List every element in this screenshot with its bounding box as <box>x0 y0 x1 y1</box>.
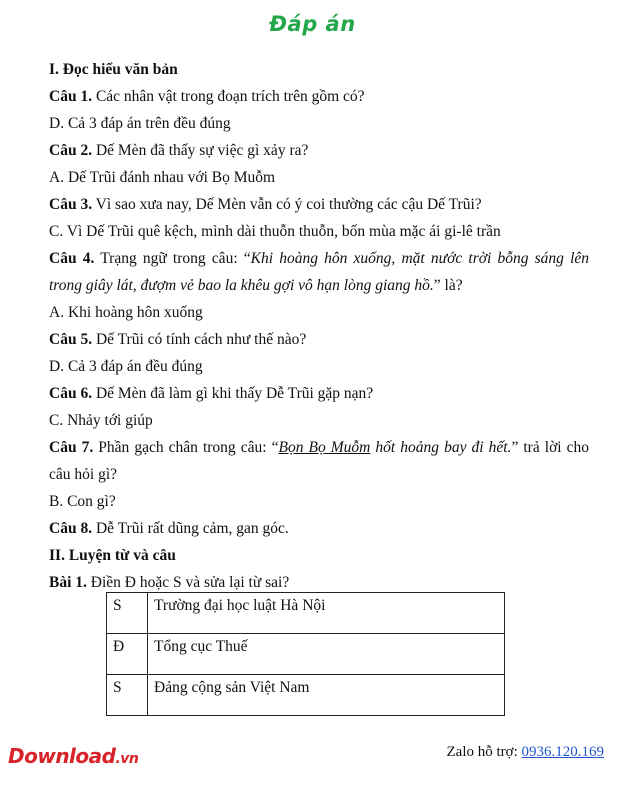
table-cell-mark: S <box>107 593 148 634</box>
answer-7: B. Con gì? <box>49 493 116 510</box>
question-4: Câu 4. Trạng ngữ trong câu: “Khi hoàng hôn xuống, mặt nước trời bỗng sáng lên trong giây lát, đượm vẻ bao la khêu gợi vô hạn lòng giang hồ.” là? <box>49 250 590 294</box>
question-6: Câu 6. Dế Mèn đã làm gì khi thấy Dễ Trũi gặp nạn? <box>49 385 374 402</box>
answer-5: D. Cả 3 đáp án đều đúng <box>49 358 203 375</box>
question-8: Câu 8. Dễ Trũi rất dũng cảm, gan góc. <box>49 520 289 537</box>
question-1: Câu 1. Các nhân vật trong đoạn trích trên gồm có? <box>49 88 365 105</box>
table-cell-mark: Đ <box>107 634 148 675</box>
table-cell-text: Tổng cục Thuế <box>148 634 505 675</box>
table-cell-mark: S <box>107 675 148 716</box>
exercise-1: Bài 1. Điền Đ hoặc S và sửa lại từ sai? <box>49 574 290 591</box>
table-cell-text: Trường đại học luật Hà Nội <box>148 593 505 634</box>
zalo-phone-link[interactable]: 0936.120.169 <box>521 744 604 760</box>
section-heading-2: II. Luyện từ và câu <box>49 547 176 564</box>
question-2: Câu 2. Dế Mèn đã thấy sự việc gì xảy ra? <box>49 142 309 159</box>
question-3: Câu 3. Vì sao xưa nay, Dế Mèn vẫn có ý coi thường các cậu Dế Trũi? <box>49 196 482 213</box>
answer-3: C. Vì Dế Trũi quê kệch, mình dài thuỗn thuỗn, bốn mùa mặc ái gi-lê trần <box>49 223 501 240</box>
answer-4: A. Khi hoàng hôn xuống <box>49 304 203 321</box>
page-title: Đáp án <box>269 12 356 36</box>
download-vn-logo[interactable]: Download.vn <box>8 744 139 768</box>
answer-content <box>49 56 589 596</box>
question-7: Câu 7. Phần gạch chân trong câu: “Bọn Bọ Muỗm hốt hoảng bay đi hết.” trả lời cho câu hỏi gì? <box>49 439 589 483</box>
zalo-support: Zalo hỗ trợ: 0936.120.169 <box>446 744 604 760</box>
answer-6: C. Nhảy tới giúp <box>49 412 153 429</box>
table-row <box>107 634 505 675</box>
answer-1: D. Cả 3 đáp án trên đều đúng <box>49 115 231 132</box>
section-heading-1: I. Đọc hiểu văn bản <box>49 61 178 78</box>
table-cell-text: Đảng cộng sản Việt Nam <box>148 675 505 716</box>
table-row <box>107 675 505 716</box>
answer-table <box>106 592 505 716</box>
question-5: Câu 5. Dế Trũi có tính cách như thế nào? <box>49 331 307 348</box>
table-row <box>107 593 505 634</box>
answer-2: A. Dế Trũi đánh nhau với Bọ Muỗm <box>49 169 276 186</box>
